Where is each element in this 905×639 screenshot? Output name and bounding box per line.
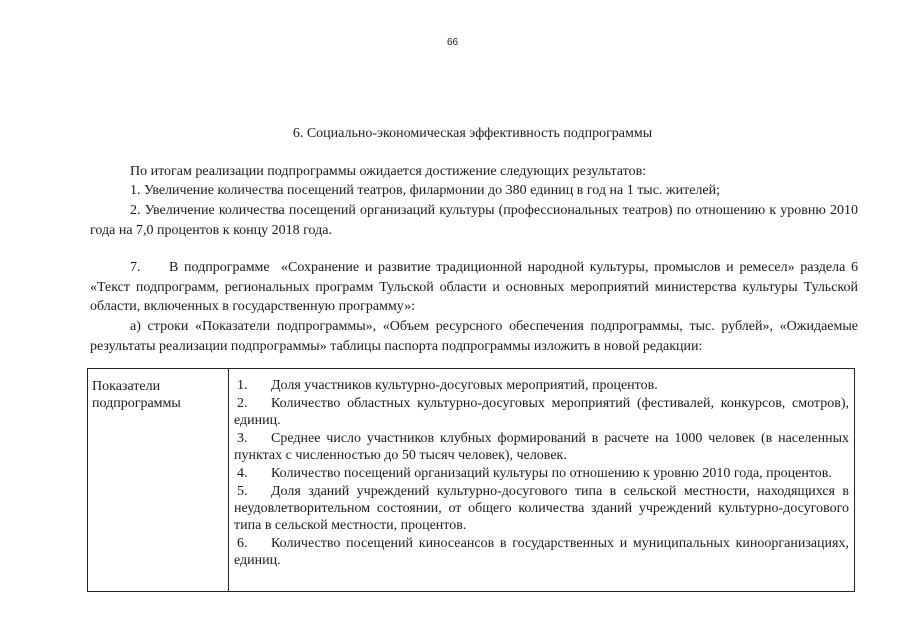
item-7a-paragraph: а) строки «Показатели подпрограммы», «Объем ресурсного обеспечения подпрограммы, тыс. рублей», «Ожидаемые результаты реализации подпрограммы» таблицы паспорта подпрограммы изложить в новой редакции: [90,319,858,354]
indicator-item [234,377,849,394]
indicator-text: Количество посещений организаций культуры по отношению к уровню 2010 года, процентов. [271,466,832,481]
indicator-item [234,535,849,569]
indicator-list [234,377,849,570]
indicator-number: 3. [237,431,248,446]
table-row-label: Показатели подпрограммы [92,379,181,411]
indicator-number: 6. [237,536,248,551]
intro-paragraph: По итогам реализации подпрограммы ожидается достижение следующих результатов: [130,164,647,179]
indicator-number: 2. [237,396,248,411]
indicator-item [234,430,849,464]
table-column-divider [228,369,229,591]
indicator-item [234,465,849,482]
item-7-paragraph: 7. В подпрограмме «Сохранение и развитие традиционной народной культуры, промыслов и ремесел» раздела 6 «Текст подпрограмм, региональных программ Тульской области и основных мероприятий министерства культуры Тульской области, включенных в государственную программу»: [90,260,862,314]
passport-table [87,368,855,592]
indicator-text: Количество областных культурно-досуговых мероприятий (фестивалей, конкурсов, смотров), единиц. [234,396,849,428]
indicator-text: Доля участников культурно-досуговых мероприятий, процентов. [271,378,658,393]
indicator-number: 4. [237,466,248,481]
indicator-text: Среднее число участников клубных формирований в расчете на 1000 человек (в населенных пунктах с численностью до 50 тысяч человек), человек. [234,431,849,463]
indicator-item [234,395,849,429]
result-1-paragraph: 1. Увеличение количества посещений театров, филармонии до 380 единиц в год на 1 тыс. жителей; [130,183,721,198]
indicator-number: 1. [237,378,248,393]
indicator-item [234,483,849,534]
indicator-text: Количество посещений киносеансов в государственных и муниципальных кинoорганизациях, единиц. [234,536,849,568]
page-number: 66 [446,37,459,48]
section-title: 6. Социально-экономическая эффективность подпрограммы [292,126,653,141]
indicator-number: 5. [237,484,248,499]
indicator-text: Доля зданий учреждений культурно-досугового типа в сельской местности, находящихся в неудовлетворительном состоянии, от общего количества зданий учреждений культурно-досугового типа в сельской местности, процентов. [234,484,849,533]
result-2-paragraph: 2. Увеличение количества посещений организаций культуры (профессиональных театров) по отношению к уровню 2010 года на 7,0 процентов к концу 2018 года. [90,203,858,238]
